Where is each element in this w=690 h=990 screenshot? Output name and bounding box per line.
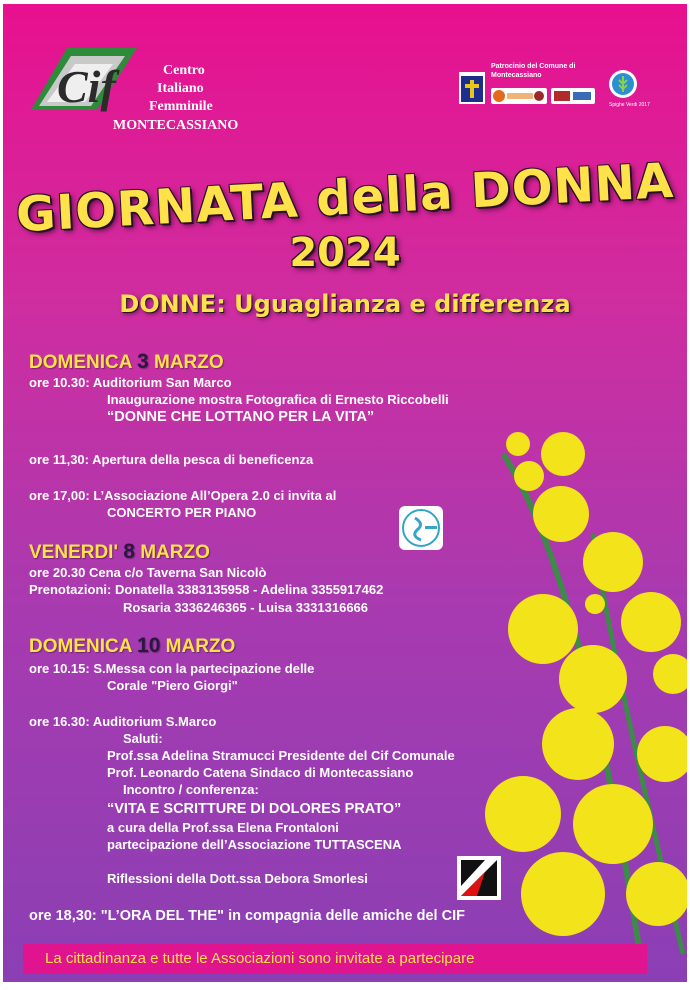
program-line: ore 20.30 Cena c/o Taverna San Nicolò	[29, 565, 267, 580]
logo-line-1: Centro	[163, 63, 205, 78]
program-line: Rosaria 3336246365 - Luisa 3331316666	[123, 600, 369, 615]
program-line: “DONNE CHE LOTTANO PER LA VITA”	[107, 409, 375, 425]
program-line: Saluti:	[123, 731, 163, 746]
program-line: Incontro / conferenza:	[123, 782, 259, 797]
program-line: Prof. Leonardo Catena Sindaco di Montecassiano	[107, 765, 414, 780]
logo-line-3: Femminile	[149, 99, 213, 114]
logo-city: MONTECASSIANO	[113, 118, 239, 133]
poster-year: 2024	[289, 230, 401, 276]
program-line: Riflessioni della Dott.ssa Debora Smorlesi	[107, 871, 368, 886]
program-line: ore 11,30: Apertura della pesca di beneficenza	[29, 452, 314, 467]
program-line: ore 16.30: Auditorium S.Marco	[29, 714, 217, 729]
cif-mark-text: Cif	[57, 61, 116, 112]
program-line: Corale "Piero Giorgi"	[107, 678, 238, 693]
day-heading-2: VENERDI' 8 MARZO	[29, 540, 210, 563]
municipal-crest-icon	[459, 72, 485, 104]
spighe-verdi-icon	[609, 70, 637, 98]
program-line: CONCERTO PER PIANO	[107, 505, 257, 520]
event-poster	[3, 4, 687, 982]
patronage-block	[459, 62, 659, 112]
program-line: partecipazione dell’Associazione TUTTASCENA	[107, 837, 402, 852]
cif-logo	[27, 40, 239, 136]
program-line: a cura della Prof.ssa Elena Frontaloni	[107, 820, 339, 835]
logo-line-2: Italiano	[157, 81, 204, 96]
tuttascena-logo	[457, 856, 501, 900]
program-line: Inaugurazione mostra Fotografica di Ernesto Riccobelli	[107, 392, 449, 407]
footer-banner: La cittadinanza e tutte le Associazioni sono invitate a partecipare	[23, 944, 647, 974]
poster-subtitle: DONNE: Uguaglianza e differenza	[119, 290, 571, 318]
opera-logo	[399, 506, 443, 550]
program-line: ore 18,30: "L’ORA DEL THE" in compagnia delle amiche del CIF	[29, 908, 465, 924]
program-line: ore 10.30: Auditorium San Marco	[29, 375, 232, 390]
program-line: Prof.ssa Adelina Stramucci Presidente del Cif Comunale	[107, 748, 455, 763]
poster-title: GIORNATA della DONNA	[14, 152, 676, 244]
program-line: Prenotazioni: Donatella 3383135958 - Adelina 3355917462	[29, 582, 384, 597]
spighe-verdi-label: Spighe Verdi 2017	[609, 102, 650, 108]
program-line: ore 10.15: S.Messa con la partecipazione delle	[29, 661, 315, 676]
sponsor-logo	[491, 88, 547, 104]
program-line: “VITA E SCRITTURE DI DOLORES PRATO”	[107, 801, 402, 817]
sponsor-logo	[551, 88, 595, 104]
day-heading-1: DOMENICA 3 MARZO	[29, 350, 224, 373]
day-heading-3: DOMENICA 10 MARZO	[29, 634, 236, 657]
patronage-label: Patrocinio del Comune di Montecassiano	[491, 63, 576, 79]
program-line: ore 17,00: L’Associazione All’Opera 2.0 ci invita al	[29, 488, 337, 503]
